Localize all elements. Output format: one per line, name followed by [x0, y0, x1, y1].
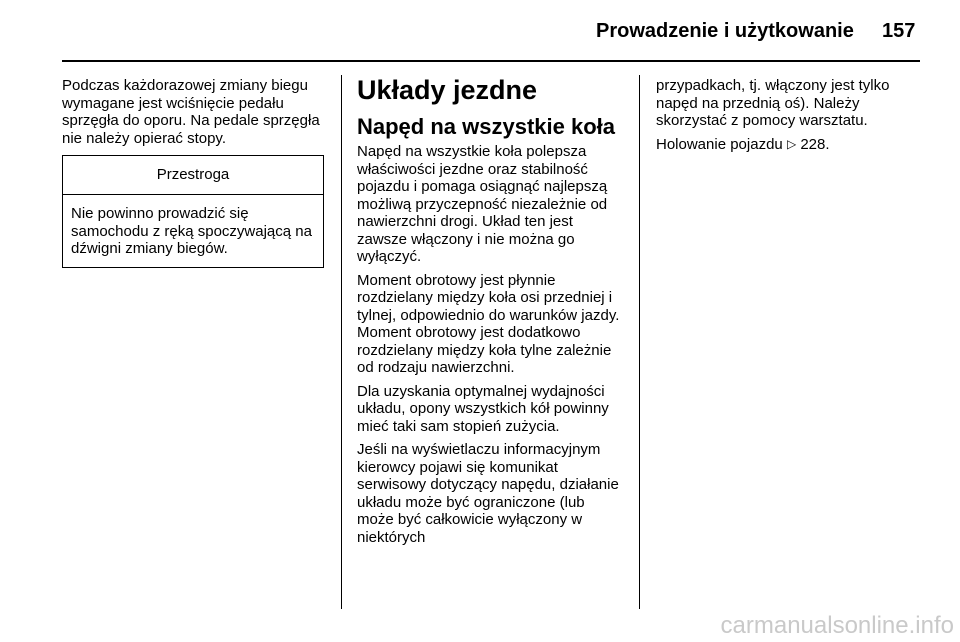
body-paragraph: Napęd na wszystkie koła polepsza właściwości jezdne oraz stabilność pojazdu i pomaga osiągnąć najlepszą możliwą przyczepność niezależnie od nawierzchni drogi. Układ ten jest zawsze włączony i nie można go wyłączyć. [357, 143, 608, 265]
page-number: 157 [882, 20, 916, 42]
towing-page-ref[interactable]: 228. [800, 135, 830, 153]
gear-change-paragraph: Podczas każdorazowej zmiany biegu wymagane jest wciśnięcie pedału sprzęgła do oporu. Na pedale sprzęgła nie należy opierać stopy. [62, 77, 320, 147]
section-title: Układy jezdne [357, 75, 538, 105]
towing-reference[interactable] [656, 136, 920, 154]
reference-arrow-icon: ▷ [786, 136, 797, 151]
towing-label: Holowanie pojazdu [656, 135, 783, 153]
column-right [656, 77, 920, 159]
column-divider-left [341, 75, 342, 609]
column-divider-right [639, 75, 640, 609]
watermark: carmanualsonline.info [720, 612, 954, 639]
header-title: Prowadzenie i użytkowanie [596, 20, 854, 42]
warning-text: Nie powinno prowadzić się samochodu z ręką spoczywającą na dźwigni zmiany biegów. [71, 205, 312, 257]
body-paragraph: przypadkach, tj. włączony jest tylko napęd na przednią oś). Należy skorzystać z pomocy warsztatu. [656, 77, 890, 129]
warning-title: Przestroga [63, 156, 323, 195]
warning-box [62, 155, 324, 268]
column-left [62, 77, 326, 268]
body-paragraph: Jeśli na wyświetlaczu informacyjnym kierowcy pojawi się komunikat serwisowy dotyczący napędu, działanie układu może być ograniczone (lub może być całkowicie wyłączony w niektórych [357, 441, 619, 546]
header-divider [62, 60, 920, 62]
body-paragraph: Moment obrotowy jest płynnie rozdzielany między koła osi przedniej i tylnej, odpowiednio do warunków jazdy. Moment obrotowy jest dodatkowo rozdzielany między koła tylne zależnie od rodzaju nawierzchni. [357, 271, 620, 376]
body-paragraph: Dla uzyskania optymalnej wydajności układu, opony wszystkich kół powinny mieć taki sam stopień zużycia. [357, 382, 609, 435]
column-middle [357, 77, 625, 552]
subsection-title: Napęd na wszystkie koła [357, 114, 615, 139]
